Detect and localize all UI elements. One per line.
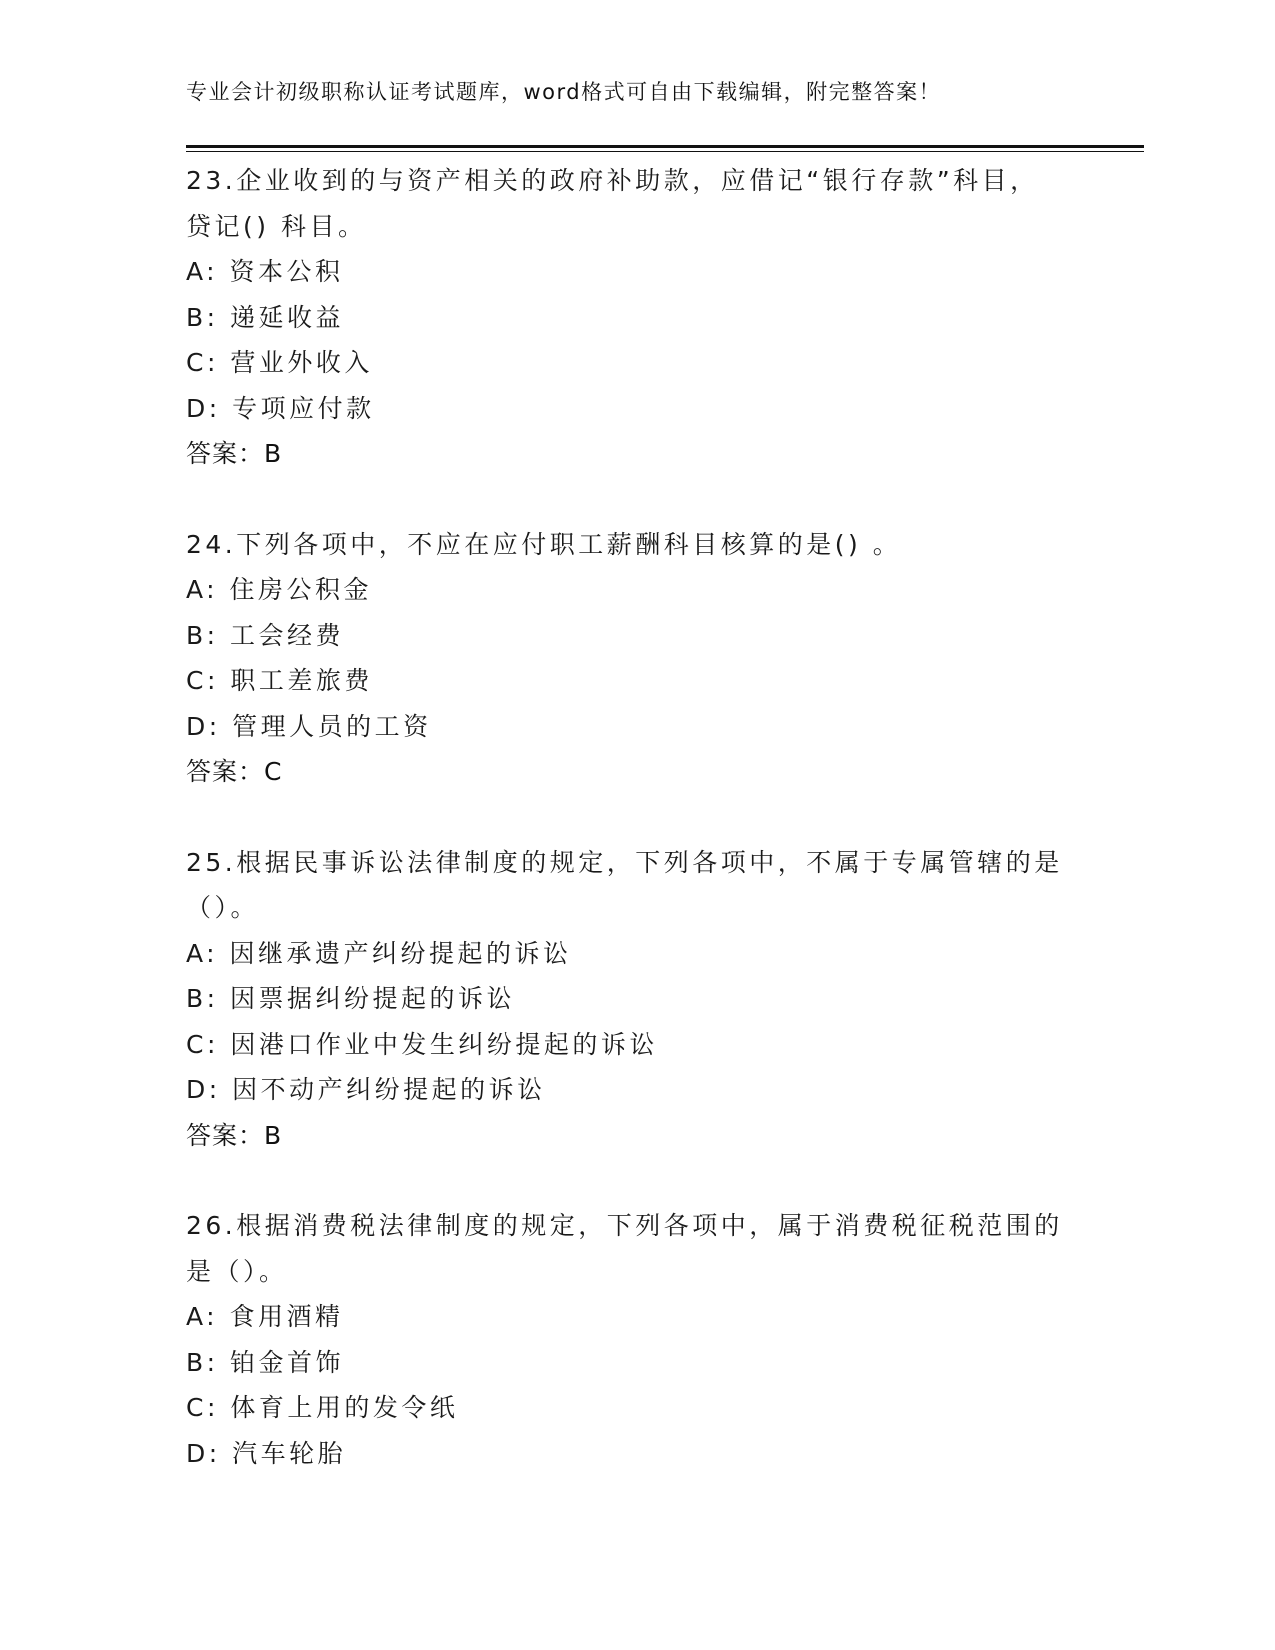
spacer [186,1158,1086,1203]
answer: 答案：C [186,757,283,786]
question-stem: 24.下列各项中，不应在应付职工薪酬科目核算的是() 。 [186,529,902,559]
option-d: D: 汽车轮胎 [186,1438,347,1468]
spacer [186,477,1086,522]
question-stem: 贷记() 科目。 [186,211,367,241]
question-25 [186,840,1086,1159]
option-b: B: 工会经费 [186,620,345,650]
option-d: D: 专项应付款 [186,393,375,423]
option-d: D: 管理人员的工资 [186,711,432,741]
option-c: C: 职工差旅费 [186,666,373,695]
header-rule-thick [186,145,1144,148]
option-d: D: 因不动产纠纷提起的诉讼 [186,1075,546,1104]
spacer [186,795,1086,840]
option-c: C: 营业外收入 [186,348,373,377]
question-stem: 23.企业收到的与资产相关的政府补助款，应借记“银行存款”科目， [186,166,1039,195]
question-23 [186,158,1086,477]
page-header: 专业会计初级职称认证考试题库，word格式可自由下载编辑，附完整答案！ [186,80,942,104]
option-b: B: 递延收益 [186,302,345,332]
header-rule-thin [186,151,1144,152]
question-stem: 是（）。 [186,1256,288,1286]
option-c: C: 因港口作业中发生纠纷提起的诉讼 [186,1029,658,1059]
question-24 [186,522,1086,795]
option-a: A: 住房公积金 [186,575,373,604]
option-a: A: 食用酒精 [186,1302,344,1331]
question-stem: 26.根据消费税法律制度的规定，下列各项中，属于消费税征税范围的 [186,1211,1063,1240]
option-a: A: 因继承遗产纠纷提起的诉讼 [186,938,572,968]
option-c: C: 体育上用的发令纸 [186,1393,459,1422]
answer: 答案：B [186,439,283,468]
question-26 [186,1203,1086,1476]
question-list [186,158,1086,1476]
answer: 答案：B [186,1120,283,1150]
option-b: B: 因票据纠纷提起的诉讼 [186,984,516,1013]
question-stem: （）。 [186,893,260,922]
option-a: A: 资本公积 [186,257,344,286]
option-b: B: 铂金首饰 [186,1347,345,1377]
question-stem: 25.根据民事诉讼法律制度的规定，下列各项中，不属于专属管辖的是 [186,847,1063,877]
